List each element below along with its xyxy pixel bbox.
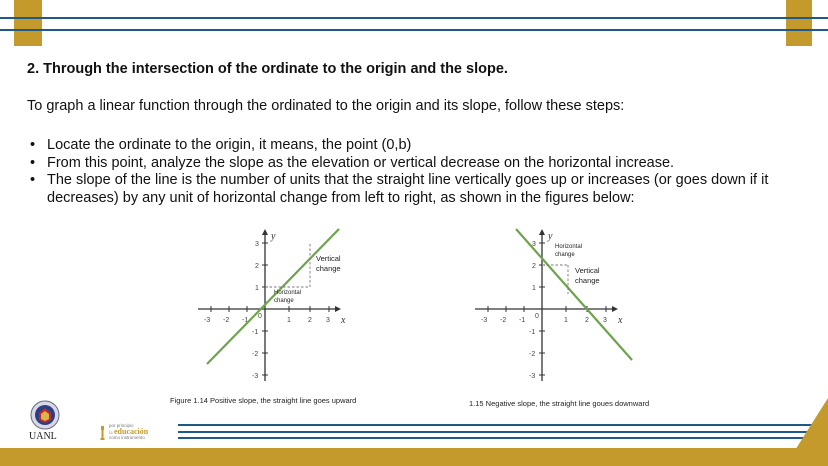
x-tick-label: 3 <box>603 317 607 324</box>
header-rule-top <box>0 17 828 19</box>
positive-slope-line <box>207 229 339 364</box>
x-tick-label: -1 <box>519 317 526 324</box>
y-tick-label: 2 <box>532 263 536 270</box>
footer-gold-band <box>0 448 828 466</box>
header-gold-block-left <box>14 0 42 46</box>
x-tick-label: 1 <box>564 317 568 324</box>
x-tick-label: 3 <box>326 317 330 324</box>
figure-positive-slope <box>195 226 360 391</box>
list-item: • The slope of the line is the number of units that the straight line vertically goes up or increases (or goes down if it decreases) by any unit of horizontal change from left to right, as shown in the figures below: <box>27 172 817 207</box>
y-tick-label: 3 <box>532 241 536 248</box>
figure-caption-right: 1.15 Negative slope, the straight line goues downward <box>469 399 650 408</box>
list-item: • Locate the ordinate to the origin, it means, the point (0,b) <box>27 137 817 155</box>
edu-la: la <box>109 431 113 436</box>
x-axis-label: x <box>341 315 346 326</box>
vertical-change-label: Vertical <box>316 254 341 263</box>
x-axis-label: x <box>618 315 623 326</box>
x-tick-label: -3 <box>481 317 488 324</box>
y-axis-arrow <box>539 229 545 235</box>
figure-negative-slope <box>472 226 637 391</box>
y-tick-label: 1 <box>255 285 259 292</box>
y-tick-label: -3 <box>529 373 536 380</box>
figure-caption-left: Figure 1.14 Positive slope, the straight line goes upward <box>170 396 357 405</box>
intro-paragraph: To graph a linear function through the ordinated to the origin and its slope, follow these steps: <box>27 98 625 114</box>
y-tick-label: -1 <box>529 329 536 336</box>
footer-rule-bottom <box>178 437 828 439</box>
edu-tagline-top: por principio <box>109 423 134 428</box>
x-tick-label: 0 <box>535 313 539 320</box>
section-heading: 2. Through the intersection of the ordinate to the origin and the slope. <box>27 61 508 77</box>
y-tick-label: 1 <box>532 285 536 292</box>
educacion-logo <box>100 420 175 444</box>
header-rule-bottom <box>0 29 828 31</box>
footer-rule-top <box>178 424 828 426</box>
x-tick-label: -2 <box>500 317 507 324</box>
x-axis-arrow <box>335 306 341 312</box>
x-tick-label: 2 <box>585 317 589 324</box>
steps-list <box>27 137 817 207</box>
vertical-change-label: change <box>575 276 600 285</box>
horizontal-change-label: change <box>555 252 575 258</box>
edu-tagline-bottom: como instrumento <box>109 435 145 440</box>
x-axis-arrow <box>612 306 618 312</box>
footer-rule-middle <box>178 431 828 433</box>
header-gold-block-right <box>786 0 812 46</box>
footer-gold-triangle <box>785 398 828 466</box>
y-tick-label: -1 <box>252 329 259 336</box>
y-axis-label: y <box>548 231 553 242</box>
x-tick-label: 0 <box>258 313 262 320</box>
y-tick-label: -2 <box>529 351 536 358</box>
y-axis-arrow <box>262 229 268 235</box>
horizontal-change-label: Horizontal <box>274 290 302 296</box>
y-tick-label: -2 <box>252 351 259 358</box>
uanl-label: UANL <box>29 431 57 442</box>
x-tick-label: 1 <box>287 317 291 324</box>
vertical-change-label: change <box>316 264 341 273</box>
list-item: • From this point, analyze the slope as the elevation or vertical decrease on the horizontal increase. <box>27 155 817 173</box>
x-tick-label: -1 <box>242 317 249 324</box>
x-tick-label: -3 <box>204 317 211 324</box>
horizontal-change-label: change <box>274 298 294 304</box>
uanl-seal-logo <box>30 400 60 430</box>
x-tick-label: -2 <box>223 317 230 324</box>
y-tick-label: 3 <box>255 241 259 248</box>
horizontal-change-label: Horizontal <box>555 244 583 250</box>
y-tick-label: -3 <box>252 373 259 380</box>
x-tick-label: 2 <box>308 317 312 324</box>
vertical-change-label: Vertical <box>575 266 600 275</box>
edu-word: educación <box>114 427 149 436</box>
y-axis-label: y <box>271 231 276 242</box>
y-tick-label: 2 <box>255 263 259 270</box>
